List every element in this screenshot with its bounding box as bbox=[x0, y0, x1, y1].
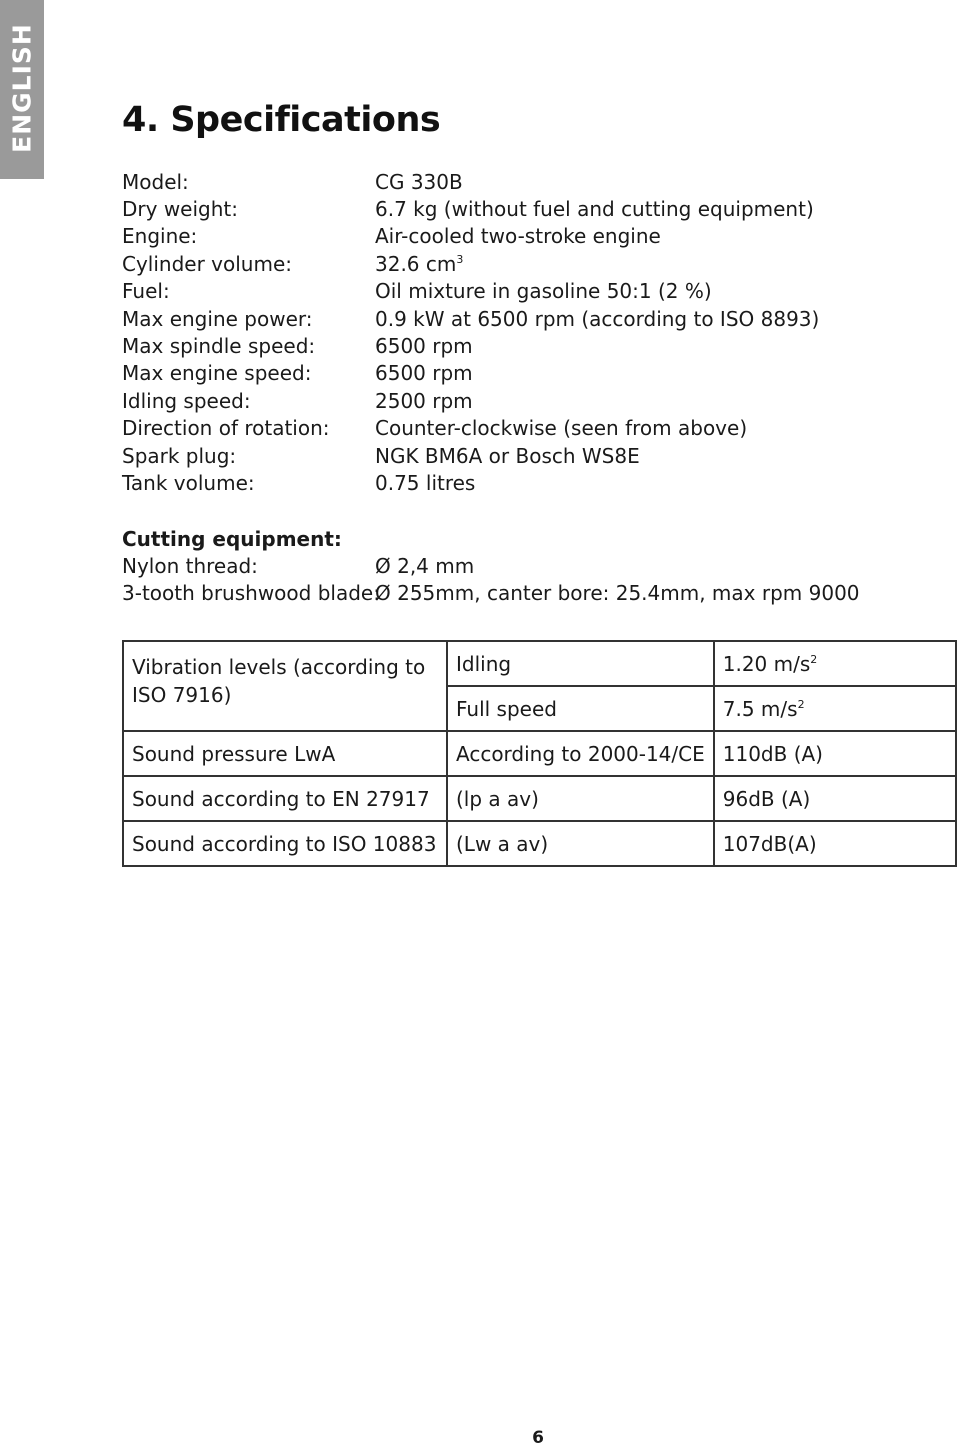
superscript: 2 bbox=[810, 652, 818, 666]
table-cell: According to 2000-14/CE bbox=[447, 731, 714, 776]
spec-value: 6.7 kg (without fuel and cutting equipment) bbox=[375, 197, 814, 221]
spec-label: Fuel: bbox=[122, 279, 170, 303]
spec-label: Max spindle speed: bbox=[122, 334, 316, 358]
spec-value: 2500 rpm bbox=[375, 389, 473, 413]
spec-value: 6500 rpm bbox=[375, 361, 473, 385]
spec-value: CG 330B bbox=[375, 170, 463, 194]
table-cell: Sound pressure LwA bbox=[123, 731, 447, 776]
table-row bbox=[123, 776, 956, 821]
table-cell: Sound according to EN 27917 bbox=[123, 776, 447, 821]
spec-value: Oil mixture in gasoline 50:1 (2 %) bbox=[375, 279, 712, 303]
spec-label: Dry weight: bbox=[122, 197, 238, 221]
table-cell bbox=[714, 641, 956, 686]
language-tab bbox=[0, 0, 44, 179]
table-cell: 96dB (A) bbox=[714, 776, 956, 821]
table-cell: Full speed bbox=[447, 686, 714, 731]
spec-label: Spark plug: bbox=[122, 444, 237, 468]
spec-value: 6500 rpm bbox=[375, 334, 473, 358]
spec-value bbox=[375, 251, 463, 278]
spec-label: Model: bbox=[122, 170, 189, 194]
cutting-equipment-heading: Cutting equipment: bbox=[122, 527, 342, 551]
spec-value: Counter-clockwise (seen from above) bbox=[375, 416, 748, 440]
spec-label: Direction of rotation: bbox=[122, 416, 330, 440]
vibration-sound-table bbox=[122, 640, 957, 867]
table-row bbox=[123, 641, 956, 686]
page-title: 4. Specifications bbox=[122, 100, 441, 140]
table-cell: 110dB (A) bbox=[714, 731, 956, 776]
table-cell bbox=[714, 686, 956, 731]
spec-label: Max engine power: bbox=[122, 307, 313, 331]
spec-label: Nylon thread: bbox=[122, 554, 258, 578]
table-cell: (lp a av) bbox=[447, 776, 714, 821]
language-tab-label: ENGLISH bbox=[7, 23, 37, 153]
table-cell: Sound according to ISO 10883 bbox=[123, 821, 447, 866]
cell-value: 7.5 m/s bbox=[722, 696, 798, 721]
table-cell: Vibration levels (according to ISO 7916) bbox=[123, 641, 447, 731]
superscript: 3 bbox=[456, 253, 464, 266]
spec-value: 0.75 litres bbox=[375, 471, 476, 495]
spec-label: Max engine speed: bbox=[122, 361, 312, 385]
spec-label: Cylinder volume: bbox=[122, 252, 292, 276]
spec-value: Air-cooled two-stroke engine bbox=[375, 224, 661, 248]
spec-value-text: 32.6 cm bbox=[375, 252, 457, 276]
spec-value: Ø 2,4 mm bbox=[375, 554, 475, 578]
spec-label: 3-tooth brushwood blade: bbox=[122, 581, 380, 605]
table-cell: (Lw a av) bbox=[447, 821, 714, 866]
table-cell: Idling bbox=[447, 641, 714, 686]
page-number: 6 bbox=[532, 1428, 544, 1448]
superscript: 2 bbox=[797, 697, 805, 711]
spec-label: Engine: bbox=[122, 224, 198, 248]
spec-label: Tank volume: bbox=[122, 471, 255, 495]
spec-label: Idling speed: bbox=[122, 389, 251, 413]
spec-value: 0.9 kW at 6500 rpm (according to ISO 8893) bbox=[375, 307, 820, 331]
table-row bbox=[123, 821, 956, 866]
spec-value: NGK BM6A or Bosch WS8E bbox=[375, 444, 640, 468]
cell-value: 1.20 m/s bbox=[722, 651, 811, 676]
spec-value: Ø 255mm, canter bore: 25.4mm, max rpm 9000 bbox=[375, 581, 860, 605]
table-cell: 107dB(A) bbox=[714, 821, 956, 866]
table-row bbox=[123, 731, 956, 776]
